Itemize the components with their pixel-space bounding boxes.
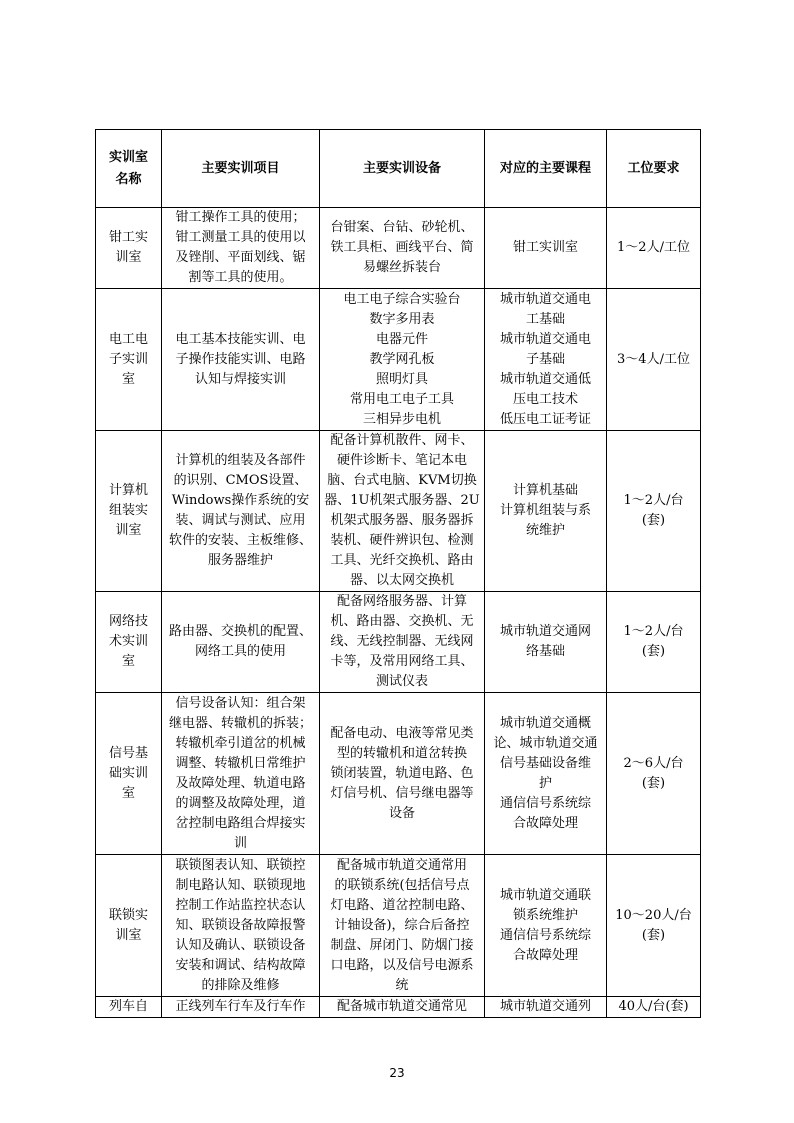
header-projects: 主要实训项目: [162, 130, 320, 208]
stations-cell: 3～4人/工位: [607, 289, 701, 431]
courses-cell: 城市轨道交通联 锁系统维护 通信信号系统综 合故障处理: [485, 855, 607, 997]
stations-cell: 1～2人/工位: [607, 208, 701, 289]
projects-cell: 计算机的组装及各部件 的识别、CMOS设置、 Windows操作系统的安 装、调试与测试、应用 软件的安装、主板维修、 服务器维护: [162, 431, 320, 592]
projects-cell: 信号设备认知：组合架 继电器、转辙机的拆装； 转辙机牵引道岔的机械 调整、转辙机日常维护 及故障处理、轨道电路 的调整及故障处理，道 岔控制电路组合焊接实 训: [162, 693, 320, 855]
courses-cell: 城市轨道交通网 络基础: [485, 592, 607, 693]
equipment-cell: 配备计算机散件、网卡、 硬件诊断卡、笔记本电 脑、台式电脑、KVM切换 器、1U机架式服务器、2U 机架式服务器、服务器拆 装机、硬件辨识包、检测 工具、光纤交换机、路由 器、以太网交换机: [320, 431, 485, 592]
header-courses: 对应的主要课程: [485, 130, 607, 208]
table-row: [96, 997, 701, 1018]
stations-cell: 1～2人/台 (套): [607, 431, 701, 592]
courses-cell: 钳工实训室: [485, 208, 607, 289]
table-row: [96, 289, 701, 431]
equipment-cell: 配备电动、电液等常见类 型的转辙机和道岔转换 锁闭装置，轨道电路、色 灯信号机、信号继电器等 设备: [320, 693, 485, 855]
equipment-cell: 台钳案、台钻、砂轮机、 铁工具柜、画线平台、简 易螺丝拆装台: [320, 208, 485, 289]
projects-cell: 正线列车行车及行车作: [162, 997, 320, 1018]
table-row: [96, 693, 701, 855]
courses-cell: 计算机基础 计算机组装与系 统维护: [485, 431, 607, 592]
stations-cell: 10～20人/台 (套): [607, 855, 701, 997]
stations-cell: 40人/台(套): [607, 997, 701, 1018]
room-name-cell: 电工电 子实训 室: [96, 289, 162, 431]
equipment-cell: 配备城市轨道交通常见: [320, 997, 485, 1018]
table-row: [96, 208, 701, 289]
room-name-cell: 信号基 础实训 室: [96, 693, 162, 855]
page-number: 23: [389, 1066, 405, 1080]
header-stations: 工位要求: [607, 130, 701, 208]
room-name-cell: 计算机 组装实 训室: [96, 431, 162, 592]
projects-cell: 电工基本技能实训、电 子操作技能实训、电路 认知与焊接实训: [162, 289, 320, 431]
header-room-name: 实训室 名称: [96, 130, 162, 208]
stations-cell: 2～6人/台 (套): [607, 693, 701, 855]
header-equipment: 主要实训设备: [320, 130, 485, 208]
table-header-row: [96, 130, 701, 208]
equipment-cell: 配备网络服务器、计算 机、路由器、交换机、无 线、无线控制器、无线网 卡等，及常用网络工具、 测试仪表: [320, 592, 485, 693]
training-room-table: [95, 129, 701, 1018]
equipment-cell: 电工电子综合实验台 数字多用表 电器元件 教学网孔板 照明灯具 常用电工电子工具 三相异步电机: [320, 289, 485, 431]
projects-cell: 路由器、交换机的配置、 网络工具的使用: [162, 592, 320, 693]
table-row: [96, 592, 701, 693]
courses-cell: 城市轨道交通列: [485, 997, 607, 1018]
table-row: [96, 855, 701, 997]
room-name-cell: 网络技 术实训 室: [96, 592, 162, 693]
stations-cell: 1～2人/台 (套): [607, 592, 701, 693]
room-name-cell: 联锁实 训室: [96, 855, 162, 997]
room-name-cell: 列车自: [96, 997, 162, 1018]
room-name-cell: 钳工实 训室: [96, 208, 162, 289]
courses-cell: 城市轨道交通电 工基础 城市轨道交通电 子基础 城市轨道交通低 压电工技术 低压电工证考证: [485, 289, 607, 431]
equipment-cell: 配备城市轨道交通常用 的联锁系统(包括信号点 灯电路、道岔控制电路、 计轴设备)，综合后备控 制盘、屏闭门、防烟门接 口电路，以及信号电源系 统: [320, 855, 485, 997]
table-row: [96, 431, 701, 592]
projects-cell: 联锁图表认知、联锁控 制电路认知、联锁现地 控制工作站监控状态认 知、联锁设备故障报警 认知及确认、联锁设备 安装和调试、结构故障 的排除及维修: [162, 855, 320, 997]
courses-cell: 城市轨道交通概 论、城市轨道交通 信号基础设备维 护 通信信号系统综 合故障处理: [485, 693, 607, 855]
projects-cell: 钳工操作工具的使用； 钳工测量工具的使用以 及锉削、平面划线、锯 割等工具的使用。: [162, 208, 320, 289]
